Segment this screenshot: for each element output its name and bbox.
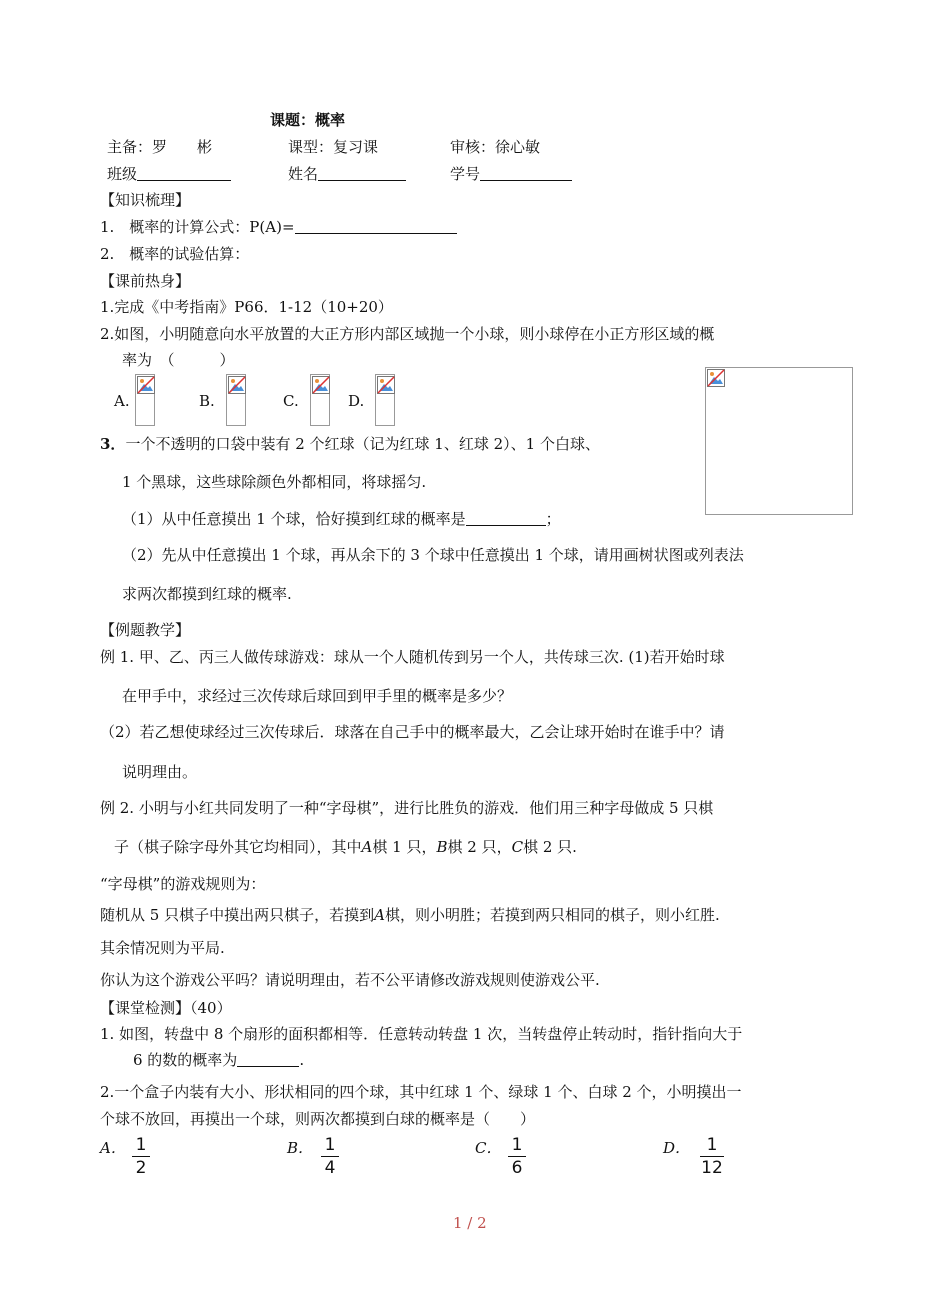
warmup-item-3-sub1: [122, 509, 561, 529]
ex2-line2-part-b: 棋 1 只，: [372, 838, 437, 856]
option-b-label: B.: [199, 392, 215, 410]
sub1-text: （1）从中任意摸出 1 个球，恰好摸到红球的概率是: [122, 510, 466, 528]
broken-image-icon: [707, 369, 725, 387]
ex2-letter-b: B: [436, 838, 448, 856]
ex2-line4-letter-a: A: [374, 906, 385, 924]
warmup-item-3-text: 一个不透明的口袋中装有 2 个红球（记为红球 1、红球 2）、1 个白球、: [125, 435, 600, 453]
section-heading-check: [100, 998, 232, 1018]
option-c-label: C.: [283, 392, 299, 410]
option-d-image: [375, 374, 395, 426]
choice-a-label: A．: [100, 1139, 126, 1157]
class-label: 班级: [107, 165, 138, 183]
check-q2-line2: 个球不放回，再摸出一个球，则两次都摸到白球的概率是（ ）: [100, 1110, 536, 1128]
section-heading-knowledge: 【知识梳理】: [100, 191, 191, 209]
formula-blank[interactable]: [295, 218, 457, 234]
check-q1-line1: 1. 如图，转盘中 8 个扇形的面积都相等．任意转动转盘 1 次，当转盘停止转动时，指针指向大于: [100, 1025, 743, 1043]
lesson-type: 课型：复习课: [288, 138, 379, 156]
choice-c-numerator: 1: [511, 1135, 523, 1155]
choice-a-numerator: 1: [135, 1135, 147, 1155]
example-1-line2: 在甲手中，求经过三次传球后球回到甲手里的概率是多少？: [122, 687, 513, 705]
broken-image-icon: [228, 376, 246, 394]
ex2-line2-part-d: 棋 2 只.: [523, 838, 577, 856]
knowledge-item-2: 2. 概率的试验估算：: [100, 245, 250, 263]
example-2-line5: 其余情况则为平局.: [100, 939, 225, 957]
lead-teacher: 主备：罗 彬: [107, 138, 213, 156]
broken-image-icon: [137, 376, 155, 394]
page-number: 1 / 2: [453, 1214, 487, 1232]
example-2-line2: [114, 837, 577, 857]
option-d-label: D.: [348, 392, 365, 410]
choice-d-denominator: 12: [701, 1158, 723, 1178]
choice-d-label: D．: [663, 1139, 691, 1157]
name-label: 姓名: [288, 165, 319, 183]
warmup-item-3-line1: [100, 434, 600, 454]
example-2-line4: [100, 905, 720, 925]
ex2-line2-part-c: 棋 2 只，: [447, 838, 512, 856]
warmup-item-3-sub2-line2: 求两次都摸到红球的概率.: [122, 585, 292, 603]
example-1-line1: 例 1. 甲、乙、丙三人做传球游戏：球从一个人随机传到另一个人，共传球三次. (1)若开始时球: [100, 648, 725, 666]
check-heading-text: 【课堂检测】（40）: [100, 999, 232, 1017]
square-figure-image: [705, 367, 853, 515]
option-a-image: [135, 374, 155, 426]
choice-b-numerator: 1: [324, 1135, 336, 1155]
fraction-bar: [700, 1156, 724, 1157]
warmup-item-3-number: 3．: [100, 435, 126, 453]
class-field: [107, 164, 231, 184]
probability-blank[interactable]: [466, 510, 546, 526]
choice-c-denominator: 6: [511, 1158, 523, 1178]
choice-b-fraction: [318, 1136, 342, 1177]
ex2-line4-part-b: 棋，则小明胜；若摸到两只相同的棋子，则小红胜.: [384, 906, 720, 924]
option-c-image: [310, 374, 330, 426]
id-blank[interactable]: [480, 165, 572, 181]
fraction-bar: [508, 1156, 526, 1157]
choice-c-label: C．: [475, 1139, 502, 1157]
knowledge-item-1: [100, 217, 457, 237]
q1-line2-end: .: [299, 1051, 305, 1069]
choice-d-numerator: 1: [706, 1135, 718, 1155]
option-b-image: [226, 374, 246, 426]
warmup-item-2-line2: 率为 （ ）: [122, 351, 235, 369]
fraction-bar: [321, 1156, 339, 1157]
reviewer: 审核：徐心敏: [450, 138, 541, 156]
option-a-label: A.: [114, 392, 130, 410]
id-field: [450, 164, 572, 184]
broken-image-icon: [377, 376, 395, 394]
choice-b-label: B．: [287, 1139, 314, 1157]
section-heading-warmup: 【课前热身】: [100, 272, 191, 290]
sub1-end: ；: [545, 510, 561, 528]
choice-a-denominator: 2: [135, 1158, 147, 1178]
q1-line2-text: 6 的数的概率为: [133, 1051, 238, 1069]
section-heading-examples: 【例题教学】: [100, 621, 191, 639]
q1-answer-blank[interactable]: [237, 1051, 299, 1067]
name-blank[interactable]: [318, 165, 406, 181]
warmup-item-3-sub2-line1: （2）先从中任意摸出 1 个球，再从余下的 3 个球中任意摸出 1 个球，请用画树状图或列表法: [122, 546, 744, 564]
warmup-item-2-line1: 2.如图，小明随意向水平放置的大正方形内部区域抛一个小球，则小球停在小正方形区域的概: [100, 325, 715, 343]
example-1-line3: （2）若乙想使球经过三次传球后．球落在自己手中的概率最大，乙会让球开始时在谁手中？请: [100, 723, 725, 741]
knowledge-item-1-text: 1. 概率的计算公式：P(A)=: [100, 218, 295, 236]
example-2-line1: 例 2. 小明与小红共同发明了一种“字母棋”，进行比胜负的游戏．他们用三种字母做成 5 只棋: [100, 799, 714, 817]
id-label: 学号: [450, 165, 481, 183]
ex2-line2-part-a: 子（棋子除字母外其它均相同），其中: [114, 838, 362, 856]
example-2-line3: “字母棋”的游戏规则为：: [100, 875, 266, 893]
name-field: [288, 164, 406, 184]
choice-a-fraction: [129, 1136, 153, 1177]
choice-c-fraction: [505, 1136, 529, 1177]
ex2-letter-c: C: [511, 838, 524, 856]
example-1-line4: 说明理由。: [122, 763, 198, 781]
example-2-line6: 你认为这个游戏公平吗？请说明理由，若不公平请修改游戏规则使游戏公平.: [100, 971, 600, 989]
warmup-item-3-line2: 1 个黑球，这些球除颜色外都相同，将球摇匀.: [122, 473, 427, 491]
warmup-item-1: 1.完成《中考指南》P66．1-12（10+20）: [100, 298, 393, 316]
choice-b-denominator: 4: [324, 1158, 336, 1178]
ex2-letter-a: A: [361, 838, 373, 856]
ex2-line4-part-a: 随机从 5 只棋子中摸出两只棋子，若摸到: [100, 906, 375, 924]
fraction-bar: [132, 1156, 150, 1157]
page-title: 课题：概率: [270, 111, 346, 129]
choice-d-fraction: [697, 1136, 727, 1177]
broken-image-icon: [312, 376, 330, 394]
check-q2-line1: 2.一个盒子内装有大小、形状相同的四个球，其中红球 1 个、绿球 1 个、白球 2 个，小明摸出一: [100, 1083, 742, 1101]
check-q1-line2: [133, 1050, 304, 1070]
class-blank[interactable]: [137, 165, 231, 181]
